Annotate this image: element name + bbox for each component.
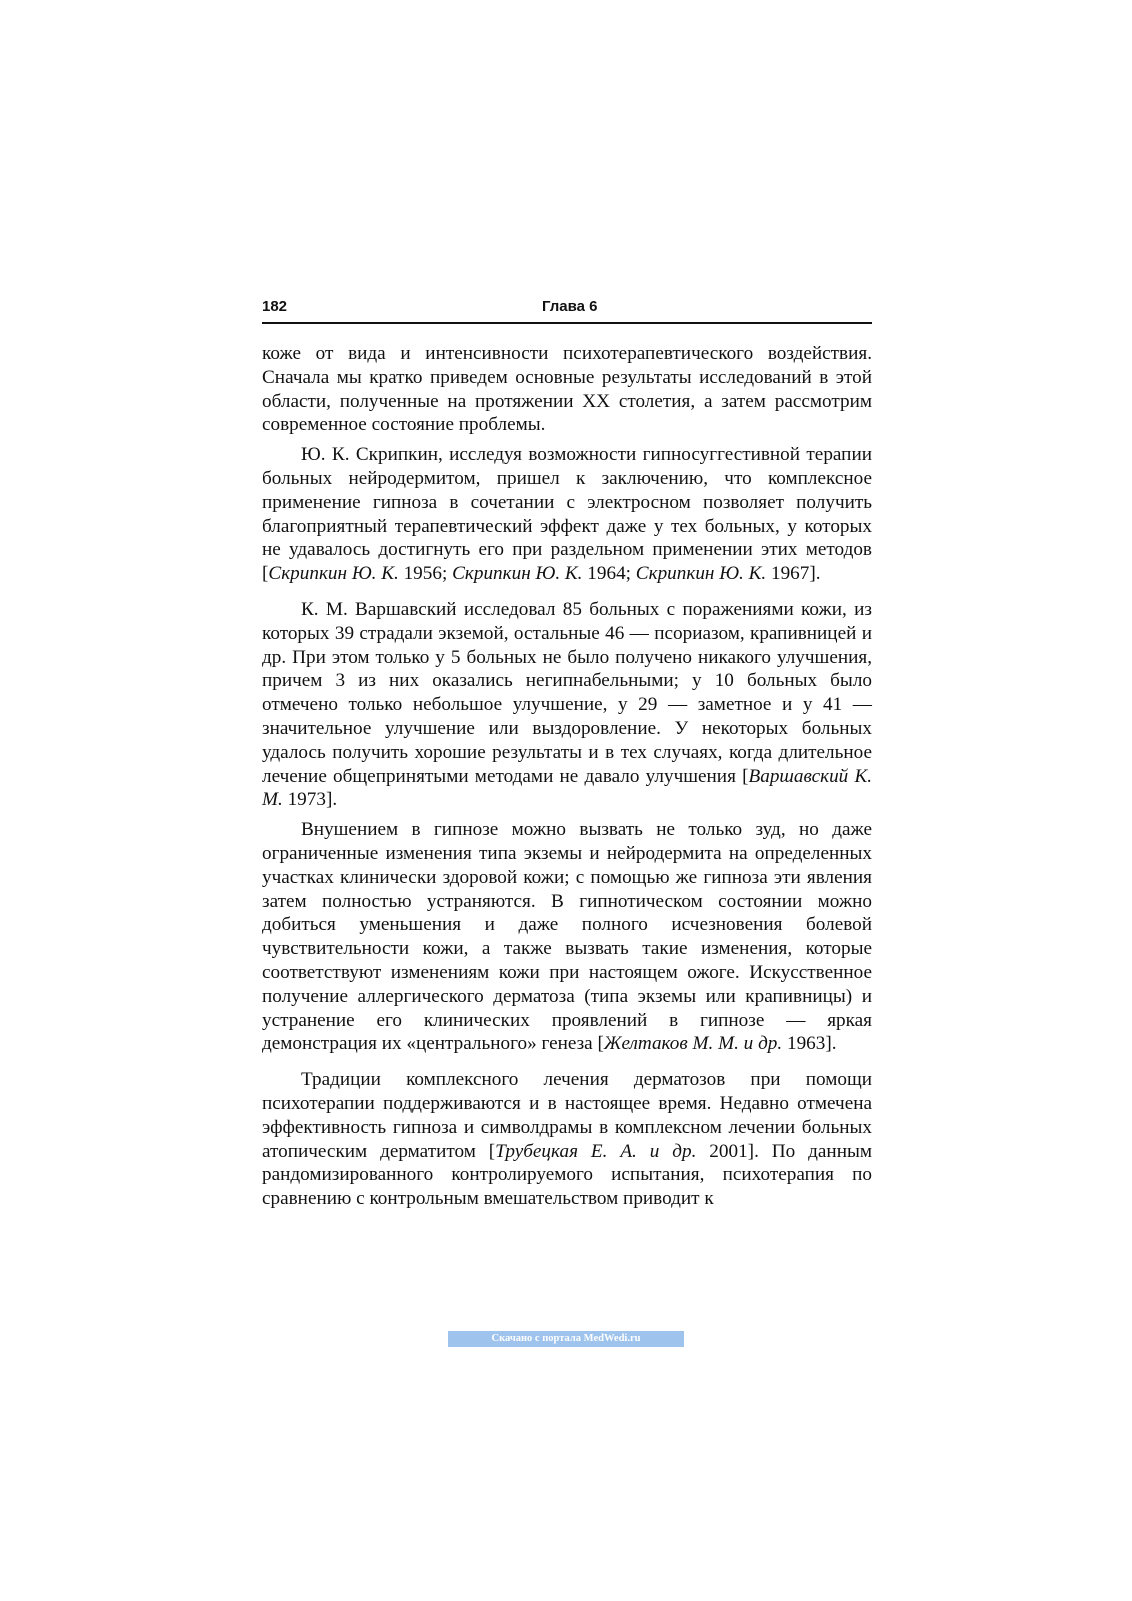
header-rule: [262, 322, 872, 324]
citation-author: Скрипкин Ю. К.: [268, 563, 399, 585]
citation-author: Трубецкая Е. А. и др.: [495, 1140, 697, 1162]
paragraph-text: Традиции комплексного лечения дерматозов при помощи психотерапии поддерживаются и в настоящее время. Недавно отмечена эффективность гипноза и символдрамы в комплексном лечении больных атопическим дерматитом [: [262, 1069, 872, 1162]
paragraph-5: [262, 1068, 872, 1211]
paragraph-text: коже от вида и интенсивности психотерапевтического воздействия. Сначала мы кратко приведем основные результаты исследований в этой области, полученные на протяжении XX столетия, а затем рассмотрим современное состояние проблемы.: [262, 343, 872, 436]
chapter-title: Глава 6: [542, 298, 598, 315]
citation-author: Желтаков М. М. и др.: [603, 1033, 783, 1055]
page-number: 182: [262, 298, 288, 315]
citation-year: 1964;: [582, 563, 636, 585]
running-head: [262, 296, 872, 322]
citation-year: 1973].: [282, 789, 338, 811]
paragraph-text: Ю. К. Скрипкин, исследуя возможности гипносуггестивной терапии больных нейродермитом, пришел к заключению, что комплексное применение гипноза в сочетании с электросном позволяет получить благоприятный терапевтический эффект даже у тех больных, у которых не удавалось достигнуть его при раздельном применении этих методов [: [262, 444, 872, 585]
body-text: [262, 342, 872, 1211]
citation-year: 1956;: [398, 563, 453, 585]
citation-year: 1963].: [782, 1033, 837, 1055]
paragraph-1: [262, 342, 872, 437]
citation-author: Скрипкин Ю. К.: [635, 563, 767, 585]
paragraph-4: [262, 818, 872, 1056]
paragraph-3: [262, 598, 872, 812]
paragraph-2: [262, 443, 872, 586]
paragraph-text: Внушением в гипнозе можно вызвать не только зуд, но даже ограниченные изменения типа экземы и нейродермита на определенных участках клинически здоровой кожи; с помощью же гипноза эти явления затем полностью устраняются. В гипнотическом состоянии можно добиться уменьшения и даже полного исчезновения болевой чувствительности кожи, а также вызвать такие изменения, которые соответствуют изменениям кожи при настоящем ожоге. Искусственное получение аллергического дерматоза (типа экземы или крапивницы) и устранение его клинических проявлений в гипнозе — яркая демонстрация их «центрального» генеза [: [262, 819, 872, 1055]
citation-author: Скрипкин Ю. К.: [452, 563, 583, 585]
download-watermark: Скачано с портала MedWedi.ru: [448, 1331, 684, 1347]
paragraph-text: К. М. Варшавский исследовал 85 больных с поражениями кожи, из которых 39 страдали экземой, остальные 46 — псориазом, крапивницей и др. При этом только у 5 больных не было получено никакого улучшения, причем 3 из них оказались негипнабельными; у 10 больных было отмечено только небольшое улучшение, у 29 — заметное и у 41 — значительное улучшение или выздоровление. У некоторых больных удалось получить хорошие результаты и в тех случаях, когда длительное лечение общепринятыми методами не давало улучшения [: [262, 598, 872, 787]
book-page: [262, 296, 872, 1211]
paragraph-text: 2001]. По данным рандомизированного контролируемого испытания, психотерапия по сравнению с контрольным вмешательством приводит к: [262, 1140, 872, 1210]
citation-author: Варшавский К. М.: [262, 765, 873, 811]
citation-year: 1967].: [766, 563, 821, 585]
